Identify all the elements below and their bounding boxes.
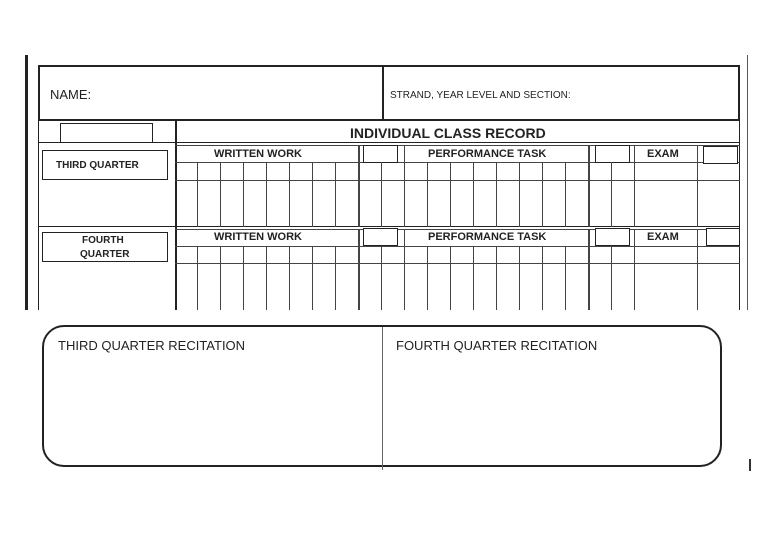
name-label: NAME: (50, 87, 92, 102)
card-right-border (747, 55, 748, 310)
third-written-work: WRITTEN WORK (214, 148, 302, 160)
fourth-written-work: WRITTEN WORK (214, 231, 302, 243)
third-performance-task: PERFORMANCE TASK (428, 148, 547, 160)
fourth-exam-total-box (706, 228, 740, 246)
third-pt-total-box (595, 145, 630, 163)
third-quarter-label: THIRD QUARTER (56, 160, 139, 171)
third-exam-total-box (703, 146, 738, 164)
third-header-bottom (175, 162, 740, 163)
fourth-header-bottom (175, 246, 740, 247)
fourth-quarter-label-line1: FOURTH (82, 235, 124, 246)
fourth-performance-task: PERFORMANCE TASK (428, 231, 547, 243)
strand-label: STRAND, YEAR LEVEL AND SECTION: (390, 90, 571, 101)
recitation-divider (382, 327, 383, 470)
fourth-ww-total-box (363, 228, 398, 246)
header-divider (382, 67, 384, 121)
record-title: INDIVIDUAL CLASS RECORD (350, 125, 546, 141)
third-exam: EXAM (647, 148, 679, 160)
blank-box (60, 123, 153, 143)
fourth-pt-total-box (595, 228, 630, 246)
fourth-exam: EXAM (647, 231, 679, 243)
fourth-header-top (175, 229, 740, 230)
fourth-recitation-label: FOURTH QUARTER RECITATION (396, 338, 598, 353)
fourth-subheader-bottom (175, 263, 740, 264)
third-ww-total-box (363, 145, 398, 163)
third-header-top (175, 145, 740, 146)
fourth-quarter-label-line2: QUARTER (80, 249, 130, 260)
third-recitation-label: THIRD QUARTER RECITATION (58, 338, 246, 353)
third-subheader-bottom (175, 180, 740, 181)
header-row (38, 65, 740, 121)
stray-mark (749, 459, 751, 471)
card-left-border (25, 55, 28, 310)
